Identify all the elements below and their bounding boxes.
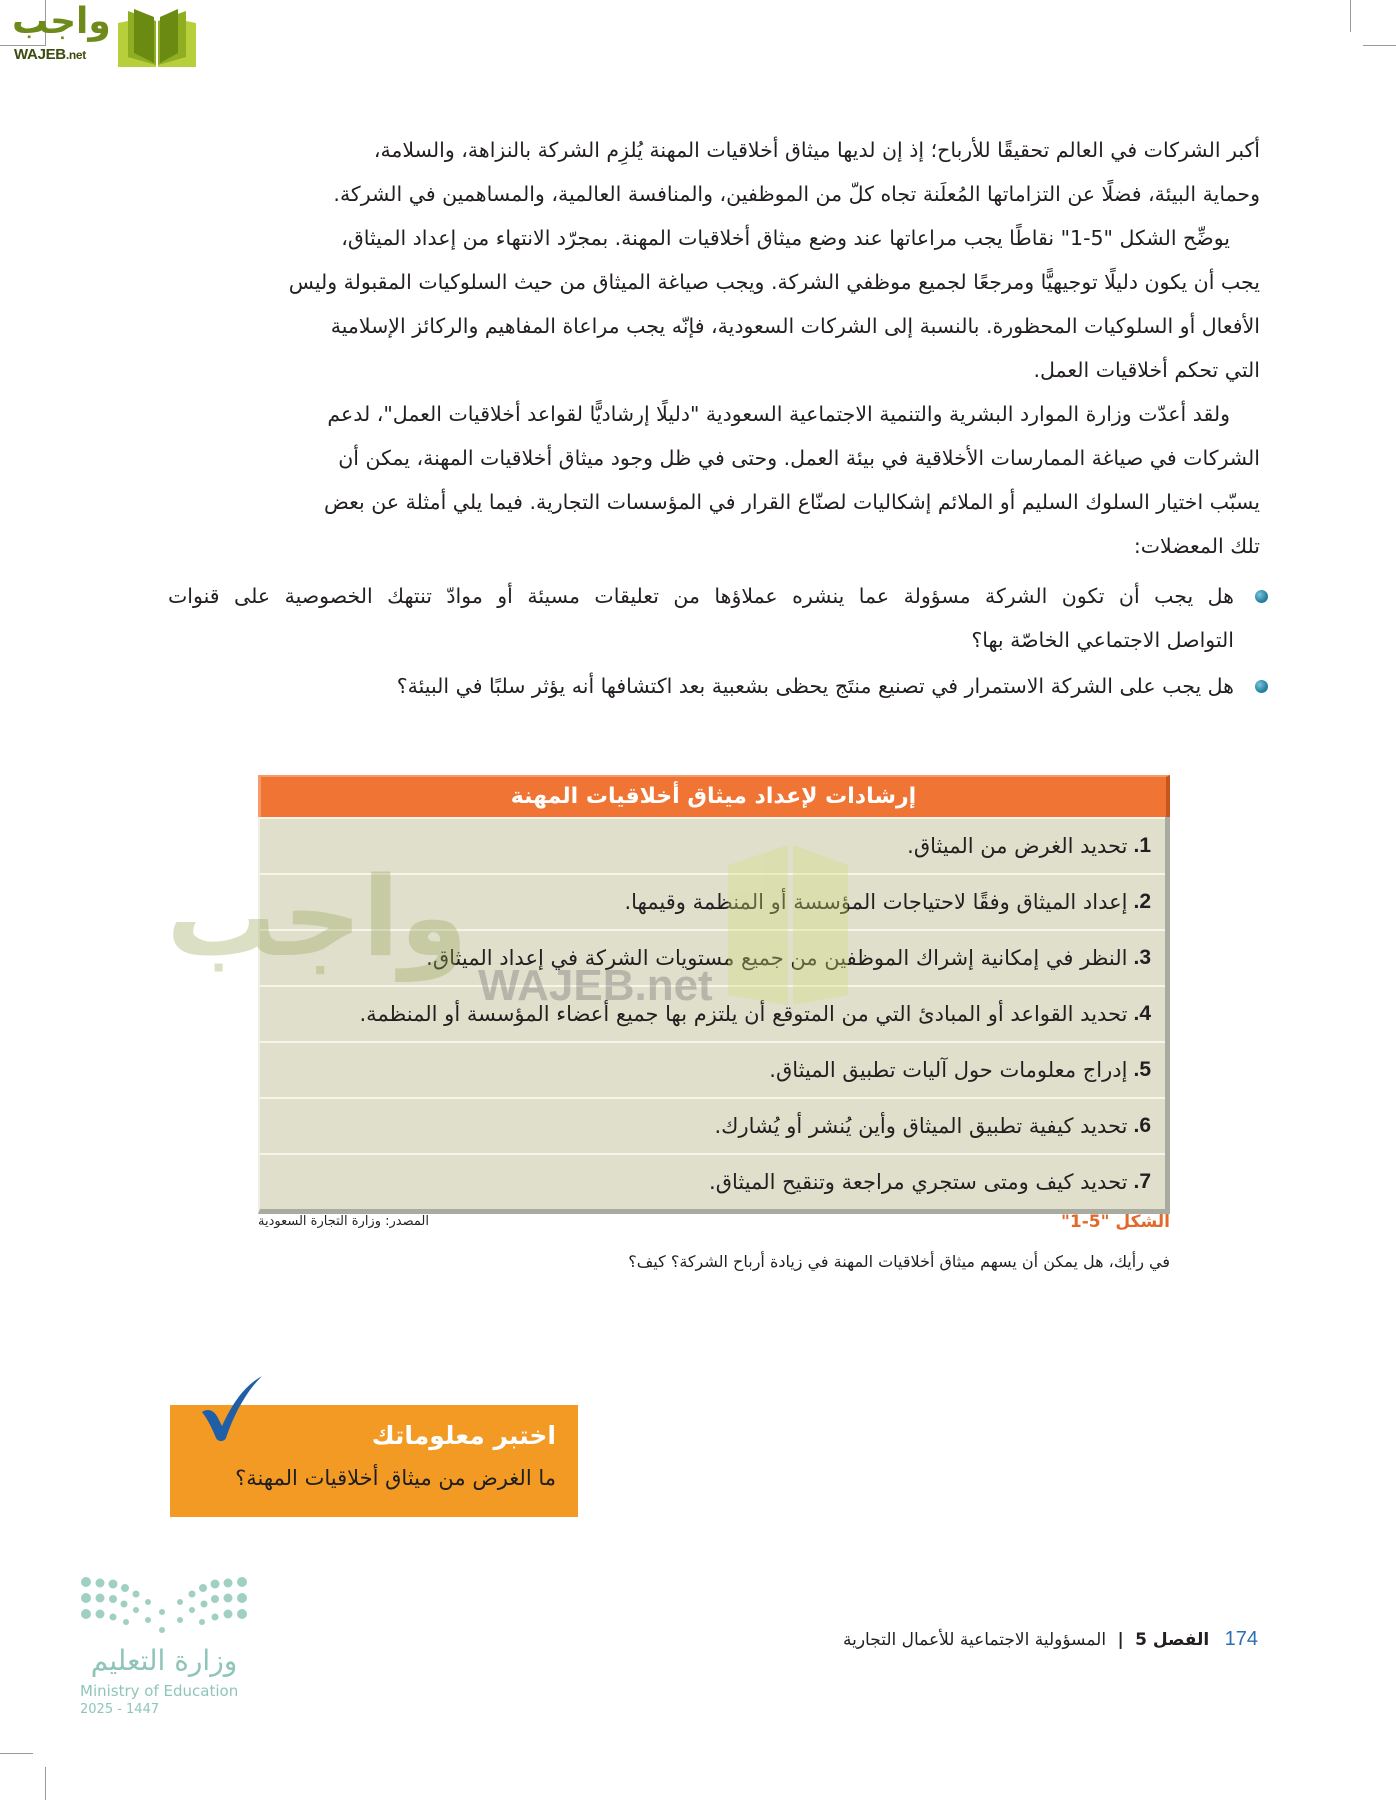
text-line: هل يجب على الشركة الاستمرار في تصنيع منتَج يحظى بشعبية بعد اكتشافها أنه يؤثر سلبًا في البيئة؟ <box>396 674 1234 698</box>
svg-text:WAJEB.net: WAJEB.net <box>478 961 713 1010</box>
table-row <box>260 985 1165 1041</box>
wajeb-logo[interactable] <box>10 1 190 66</box>
checkmark-icon <box>196 1374 266 1444</box>
item-number: 7. <box>1133 1170 1151 1193</box>
dilemma-list <box>168 574 1268 710</box>
table-row <box>260 1153 1165 1209</box>
item-text: تحديد القواعد أو المبادئ التي من المتوقع أن يلتزم بها جميع أعضاء المؤسسة أو المنظمة. <box>359 1002 1128 1026</box>
list-item <box>168 664 1268 708</box>
text-line: الأفعال أو السلوكيات المحظورة. بالنسبة إلى الشركات السعودية، فإنّه يجب مراعاة المفاهيم والركائز الإسلامية <box>330 314 1260 338</box>
paragraph-3 <box>168 392 1260 568</box>
guidelines-figure <box>166 775 1170 1214</box>
crop-mark <box>1350 0 1351 32</box>
test-question: ما الغرض من ميثاق أخلاقيات المهنة؟ <box>235 1466 556 1490</box>
item-text: إعداد الميثاق وفقًا لاحتياجات المؤسسة أو المنظمة وقيمها. <box>624 890 1128 914</box>
crop-mark <box>45 1767 46 1800</box>
figure-source: المصدر: وزارة التجارة السعودية <box>258 1214 429 1229</box>
table-row <box>260 873 1165 929</box>
logo-english-text: WAJEB.net <box>14 46 86 63</box>
ministry-year: 2025 - 1447 <box>80 1702 160 1717</box>
ministry-of-education-logo <box>78 1572 258 1722</box>
test-title: اختبر معلوماتك <box>371 1421 556 1450</box>
chapter-title: المسؤولية الاجتماعية للأعمال التجارية <box>843 1630 1107 1650</box>
item-text: تحديد الغرض من الميثاق. <box>907 834 1128 858</box>
table-row <box>260 929 1165 985</box>
open-book-icon <box>116 5 198 67</box>
text-line: الشركات في صياغة الممارسات الأخلاقية في بيئة العمل. وحتى في ظل وجود ميثاق أخلاقيات المهنة، يمكن أن <box>338 446 1260 470</box>
crop-mark <box>1363 45 1396 46</box>
item-number: 5. <box>1133 1058 1151 1081</box>
discussion-question: في رأيك، هل يمكن أن يسهم ميثاق أخلاقيات المهنة في زيادة أرباح الشركة؟ كيف؟ <box>628 1252 1170 1271</box>
page-footer <box>800 1628 1258 1651</box>
svg-text:واجب: واجب <box>166 853 468 981</box>
ministry-dots-icon <box>78 1572 250 1642</box>
item-number: 2. <box>1133 890 1151 913</box>
page-number: 174 <box>1224 1628 1258 1650</box>
text-line: ولقد أعدّت وزارة الموارد البشرية والتنمية الاجتماعية السعودية "دليلًا إرشاديًّا لقواعد أخلاقيات العمل"، لدعم <box>327 402 1230 426</box>
paragraph-2 <box>168 216 1260 392</box>
crop-mark <box>0 1753 33 1754</box>
text-line: هل يجب أن تكون الشركة مسؤولة عما ينشره عملاؤها من تعليقات مسيئة أو موادّ تنتهك الخصوصية على قنوات <box>168 584 1234 608</box>
text-line: يوضِّح الشكل "5-1" نقاطًا يجب مراعاتها عند وضع ميثاق أخلاقيات المهنة. بمجرّد الانتهاء من إعداد الميثاق، <box>341 226 1230 250</box>
table-row <box>260 1041 1165 1097</box>
bullet-dot-icon <box>1255 680 1268 693</box>
text-line: وحماية البيئة، فضلًا عن التزاماتها المُعلَنة تجاه كلّ من الموظفين، والمنافسة العالمية، والمساهمين في الشركة. <box>333 182 1260 206</box>
bullet-dot-icon <box>1255 590 1268 603</box>
item-number: 3. <box>1133 946 1151 969</box>
item-number: 6. <box>1133 1114 1151 1137</box>
text-line: تلك المعضلات: <box>1133 534 1260 558</box>
ministry-english-name: Ministry of Education <box>80 1682 239 1700</box>
text-line: يسبّب اختيار السلوك السليم أو الملائم إشكاليات لصنّاع القرار في المؤسسات التجارية. فيما يلي أمثلة عن بعض <box>324 490 1260 514</box>
text-line: أكبر الشركات في العالم تحقيقًا للأرباح؛ إذ إن لديها ميثاق أخلاقيات المهنة يُلزِم الشركة بالنزاهة، والسلامة، <box>373 138 1260 162</box>
figure-label: الشكل "5-1" <box>1061 1212 1170 1232</box>
table-row <box>260 817 1165 873</box>
list-item <box>168 574 1268 662</box>
chapter-number: الفصل 5 <box>1135 1630 1210 1650</box>
figure-rows <box>258 817 1170 1214</box>
figure-caption <box>258 1212 1170 1238</box>
table-row <box>260 1097 1165 1153</box>
item-text: تحديد كيف ومتى ستجري مراجعة وتنقيح الميثاق. <box>709 1170 1128 1194</box>
item-number: 1. <box>1133 834 1151 857</box>
footer-separator: | <box>1117 1630 1124 1650</box>
paragraph-1 <box>168 128 1260 216</box>
item-text: النظر في إمكانية إشراك الموظفين من جميع مستويات الشركة في إعداد الميثاق. <box>426 946 1128 970</box>
text-line: التي تحكم أخلاقيات العمل. <box>1033 358 1260 382</box>
text-line: يجب أن يكون دليلًا توجيهيًّا ومرجعًا لجميع موظفي الشركة. ويجب صياغة الميثاق من حيث السلوكيات المقبولة وليس <box>288 270 1260 294</box>
item-number: 4. <box>1133 1002 1151 1025</box>
ministry-arabic-name: وزارة التعليم <box>90 1644 238 1677</box>
item-text: تحديد كيفية تطبيق الميثاق وأين يُنشر أو يُشارك. <box>714 1114 1128 1138</box>
logo-arabic-text: واجب <box>12 1 111 42</box>
item-text: إدراج معلومات حول آليات تطبيق الميثاق. <box>769 1058 1128 1082</box>
figure-header <box>258 775 1170 817</box>
text-line: التواصل الاجتماعي الخاصّة بها؟ <box>971 628 1234 652</box>
figure-title: إرشادات لإعداد ميثاق أخلاقيات المهنة <box>510 784 917 809</box>
